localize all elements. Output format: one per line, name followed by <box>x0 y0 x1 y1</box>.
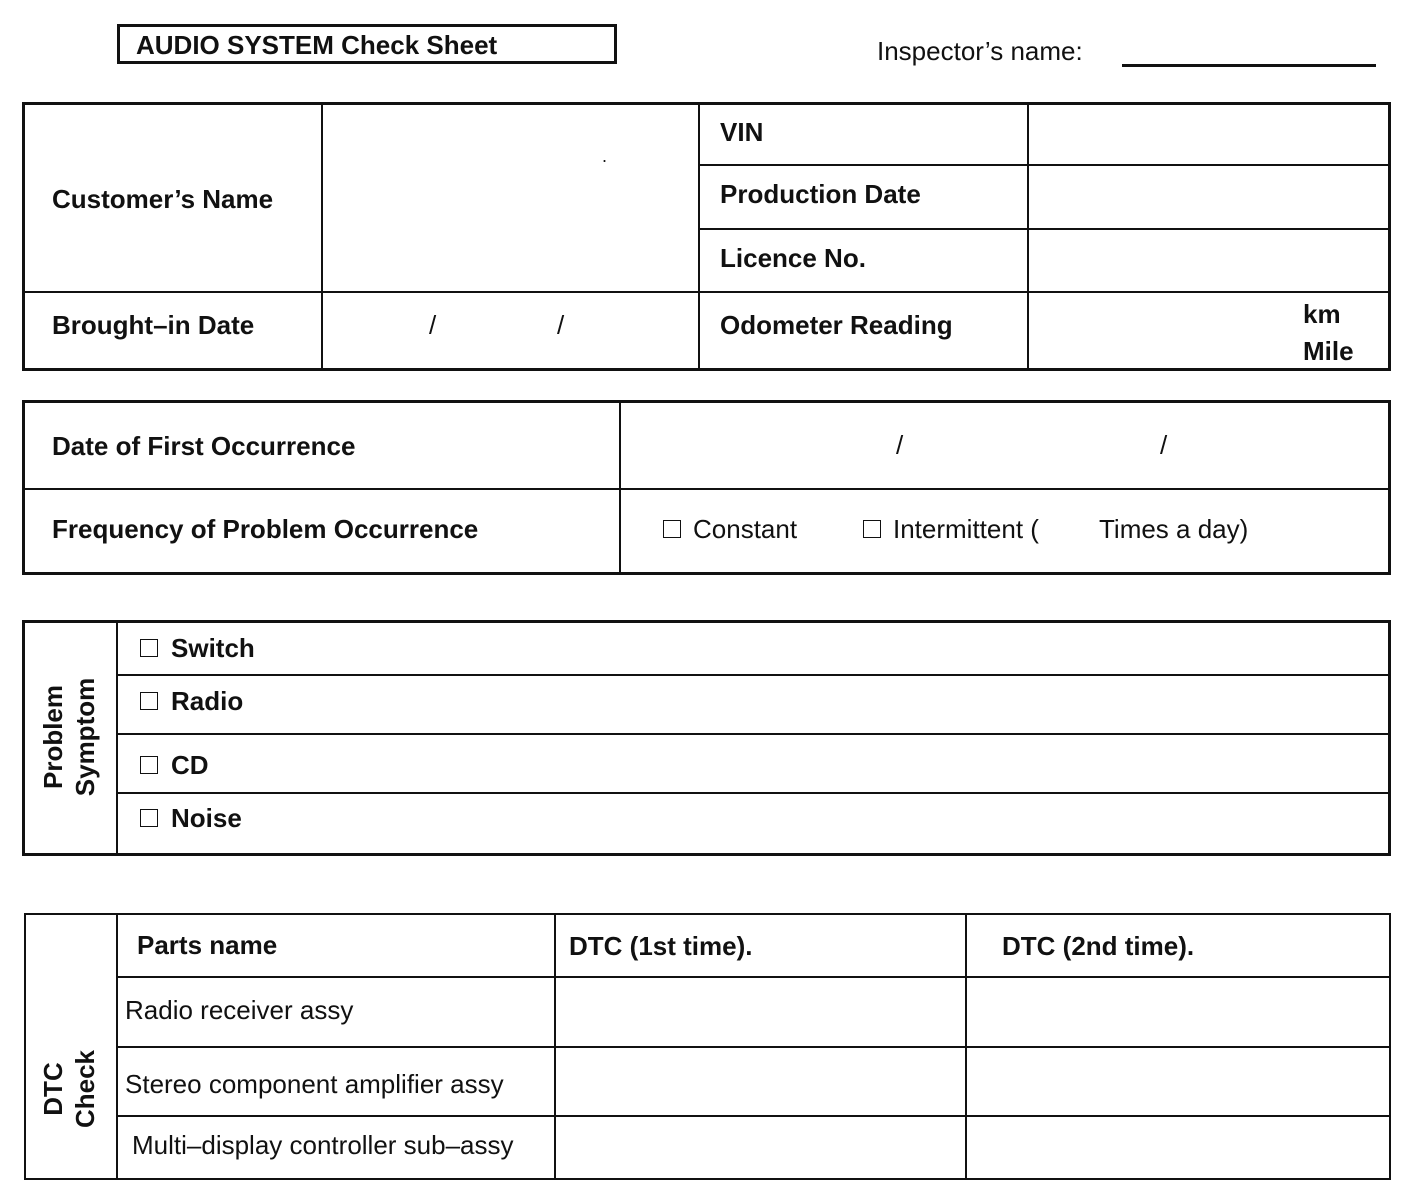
divider <box>116 1046 1390 1048</box>
odometer-unit-km: km <box>1303 299 1341 329</box>
symptom-label: Radio <box>171 686 244 716</box>
part-name: Radio receiver assy <box>125 995 354 1025</box>
divider <box>22 291 1390 293</box>
dtc-2nd-field[interactable] <box>968 1118 1387 1176</box>
licence-no-label: Licence No. <box>720 243 866 273</box>
column-header-dtc-2nd: DTC (2nd time). <box>1002 931 1195 961</box>
odometer-reading-label: Odometer Reading <box>720 310 953 340</box>
divider <box>116 792 1390 794</box>
side-label-line: DTC <box>38 1062 68 1116</box>
divider <box>116 1115 1390 1117</box>
problem-symptom-side-label <box>37 637 101 837</box>
column-header-parts-name: Parts name <box>137 930 278 960</box>
production-date-label: Production Date <box>720 179 921 209</box>
dtc-1st-field[interactable] <box>557 1049 963 1113</box>
radio-checkbox[interactable] <box>140 692 158 710</box>
cd-checkbox[interactable] <box>140 756 158 774</box>
divider <box>321 102 323 371</box>
symptom-label: CD <box>171 750 209 780</box>
divider <box>22 488 1390 490</box>
dtc-1st-field[interactable] <box>557 1118 963 1176</box>
brought-in-date-separator: / <box>429 310 437 340</box>
switch-checkbox[interactable] <box>140 639 158 657</box>
brought-in-date-separator: / <box>557 310 565 340</box>
intermittent-label: Intermittent ( <box>893 514 1039 544</box>
inspector-name-label: Inspector’s name: <box>877 36 1083 66</box>
dtc-2nd-field[interactable] <box>968 1049 1387 1113</box>
constant-label: Constant <box>693 514 798 544</box>
production-date-field[interactable] <box>1030 168 1388 226</box>
customer-name-field[interactable]: . <box>602 146 608 166</box>
first-occurrence-separator: / <box>896 430 904 460</box>
divider <box>116 976 1390 978</box>
first-occurrence-label: Date of First Occurrence <box>52 431 356 461</box>
divider <box>1027 102 1029 371</box>
dtc-check-side-label <box>37 1001 101 1177</box>
symptom-label: Switch <box>171 633 255 663</box>
divider <box>116 733 1390 735</box>
inspector-name-field[interactable] <box>1122 64 1376 67</box>
divider <box>24 913 26 1180</box>
divider <box>116 674 1390 676</box>
column-header-dtc-1st: DTC (1st time). <box>569 931 753 961</box>
divider <box>698 164 1390 166</box>
times-a-day-label: Times a day) <box>1099 514 1249 544</box>
divider <box>24 1178 1390 1180</box>
sheet-title: AUDIO SYSTEM Check Sheet <box>117 24 617 64</box>
dtc-2nd-field[interactable] <box>968 979 1387 1044</box>
part-name: Stereo component amplifier assy <box>125 1069 504 1099</box>
divider <box>24 913 1390 915</box>
vin-label: VIN <box>720 117 764 147</box>
divider <box>116 620 118 856</box>
vin-field[interactable] <box>1030 106 1388 162</box>
odometer-unit-mile: Mile <box>1303 336 1354 366</box>
first-occurrence-separator: / <box>1160 430 1168 460</box>
dtc-1st-field[interactable] <box>557 979 963 1044</box>
symptom-label: Noise <box>171 803 242 833</box>
side-label-line: Check <box>70 1049 100 1129</box>
side-label-line: Problem <box>38 684 68 790</box>
customer-name-label: Customer’s Name <box>52 184 274 214</box>
divider <box>698 228 1390 230</box>
intermittent-checkbox[interactable] <box>863 520 881 538</box>
noise-checkbox[interactable] <box>140 809 158 827</box>
side-label-line: Symptom <box>70 677 100 797</box>
divider <box>698 102 700 371</box>
part-name: Multi–display controller sub–assy <box>132 1130 514 1160</box>
brought-in-date-label: Brought–in Date <box>52 310 255 340</box>
licence-no-field[interactable] <box>1030 232 1388 289</box>
frequency-label: Frequency of Problem Occurrence <box>52 514 479 544</box>
constant-checkbox[interactable] <box>663 520 681 538</box>
